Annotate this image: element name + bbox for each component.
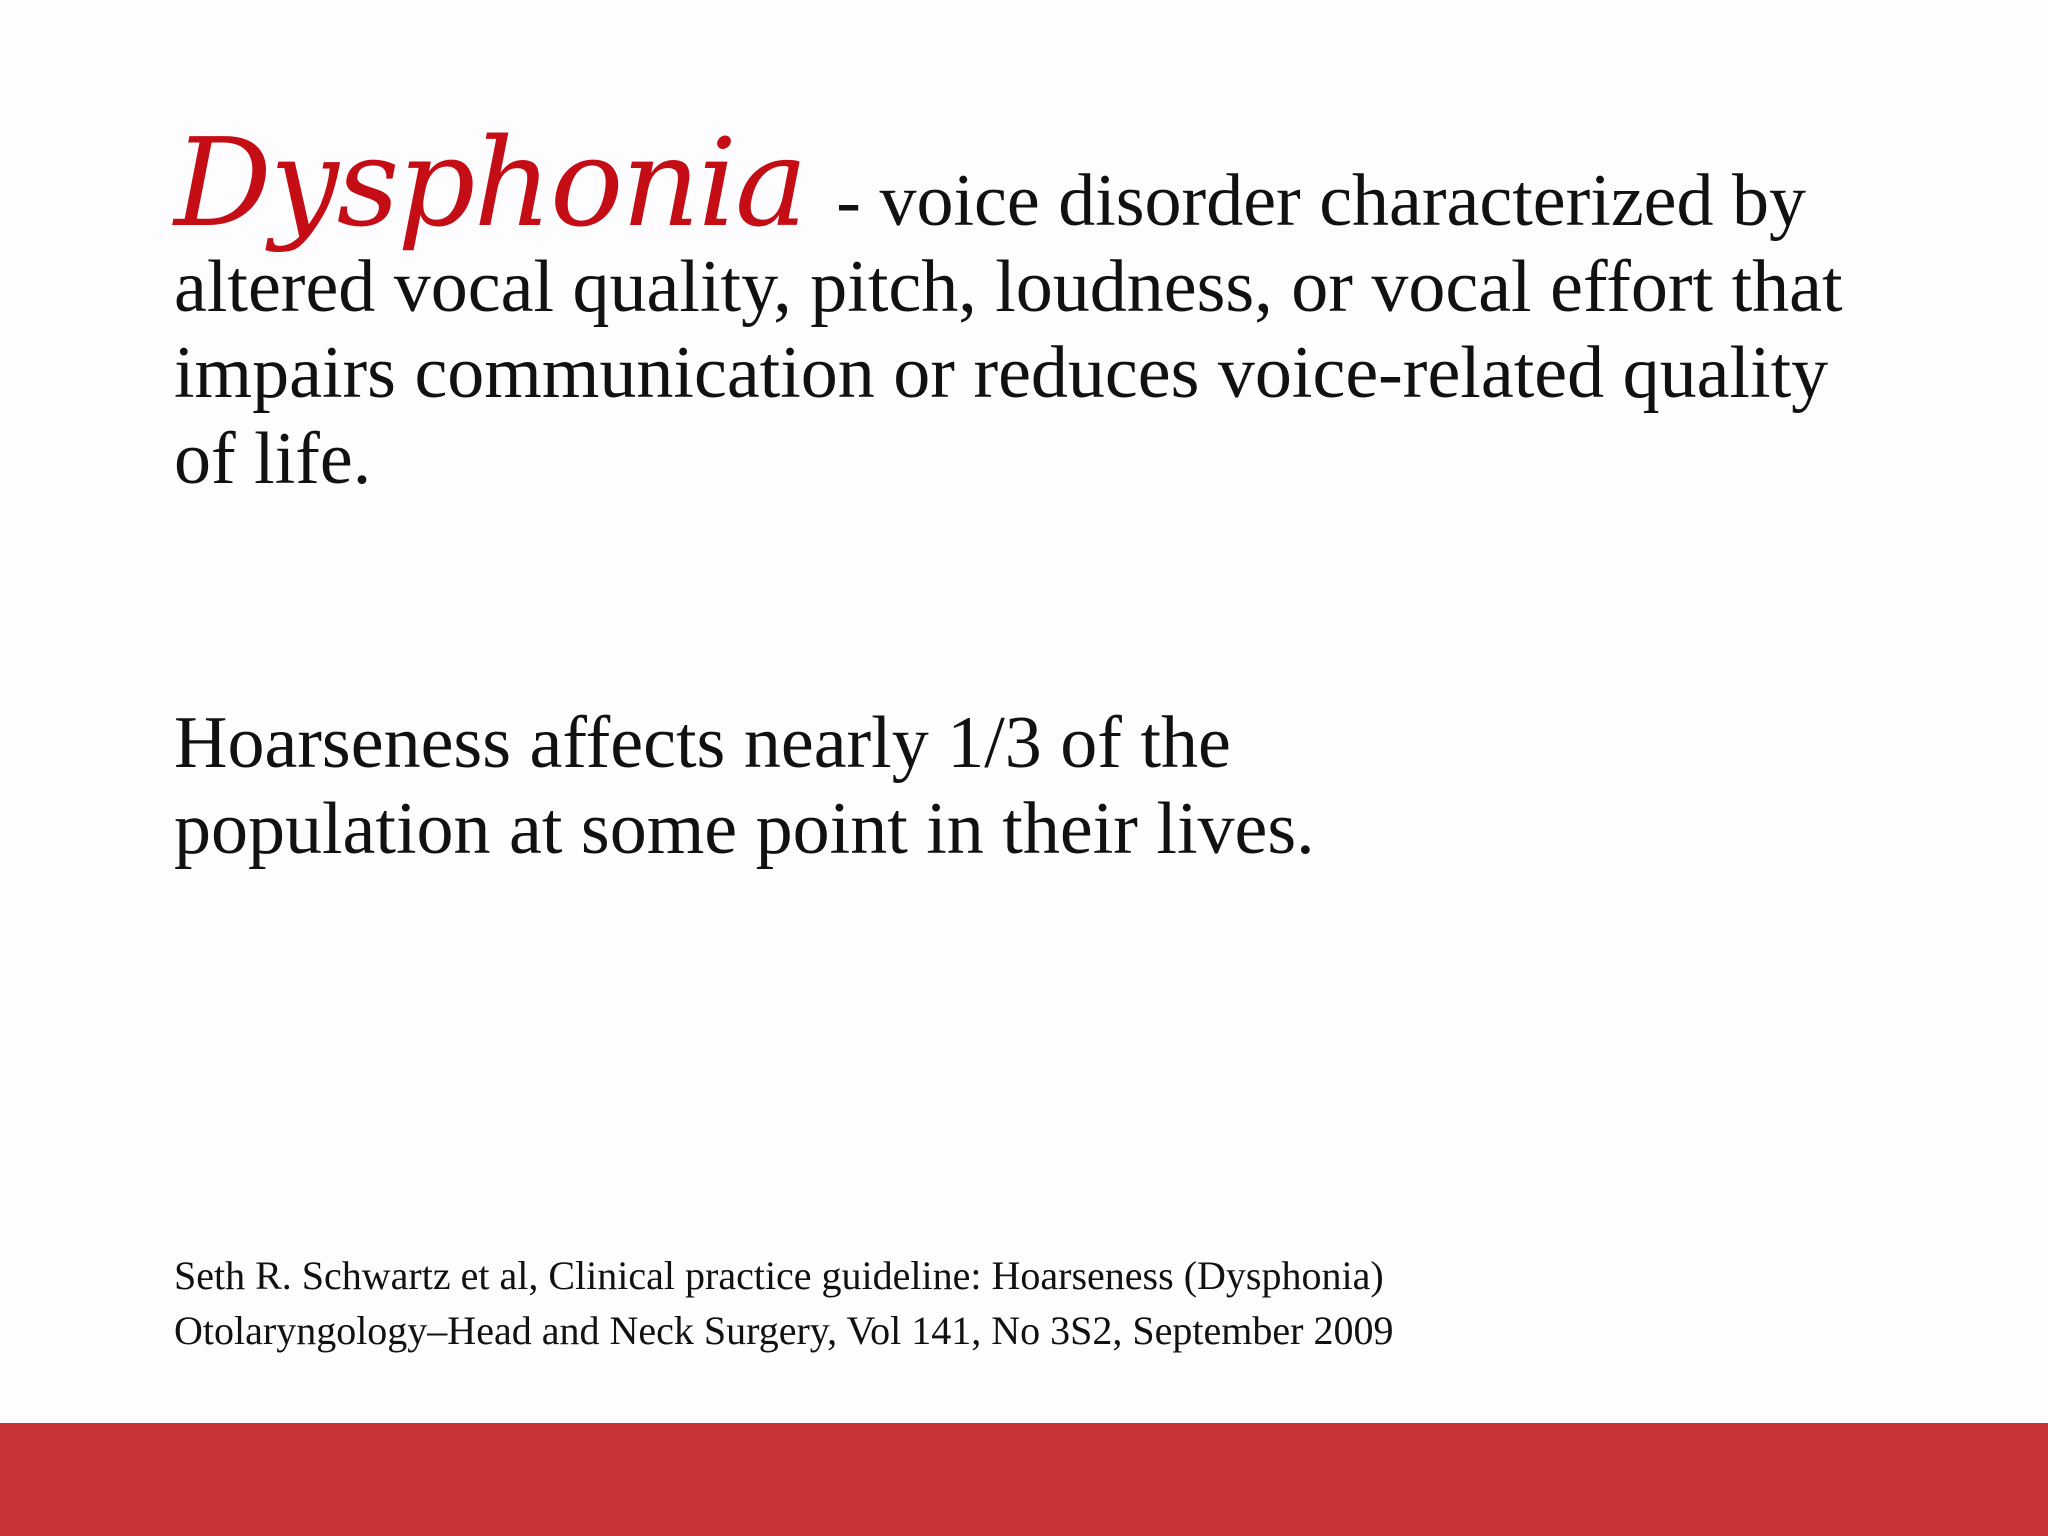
- definition-text: voice disorder characterized by altered vocal quality, pitch, loudness, or vocal effort that impairs communication or reduces voice-related quality of life.: [174, 160, 1843, 500]
- citation-line-2: Otolaryngology–Head and Neck Surgery, Vol 141, No 3S2, September 2009: [174, 1308, 1394, 1353]
- footer-bar: [0, 1423, 2048, 1536]
- definition-term: Dysphonia: [174, 112, 806, 254]
- hoarseness-statistic: Hoarseness affects nearly 1/3 of the population at some point in their lives.: [174, 702, 1315, 870]
- definition-dash: -: [836, 160, 861, 242]
- citation: [174, 1248, 1874, 1358]
- citation-line-1: Seth R. Schwartz et al, Clinical practice guideline: Hoarseness (Dysphonia): [174, 1253, 1384, 1298]
- definition-paragraph: [174, 112, 1894, 502]
